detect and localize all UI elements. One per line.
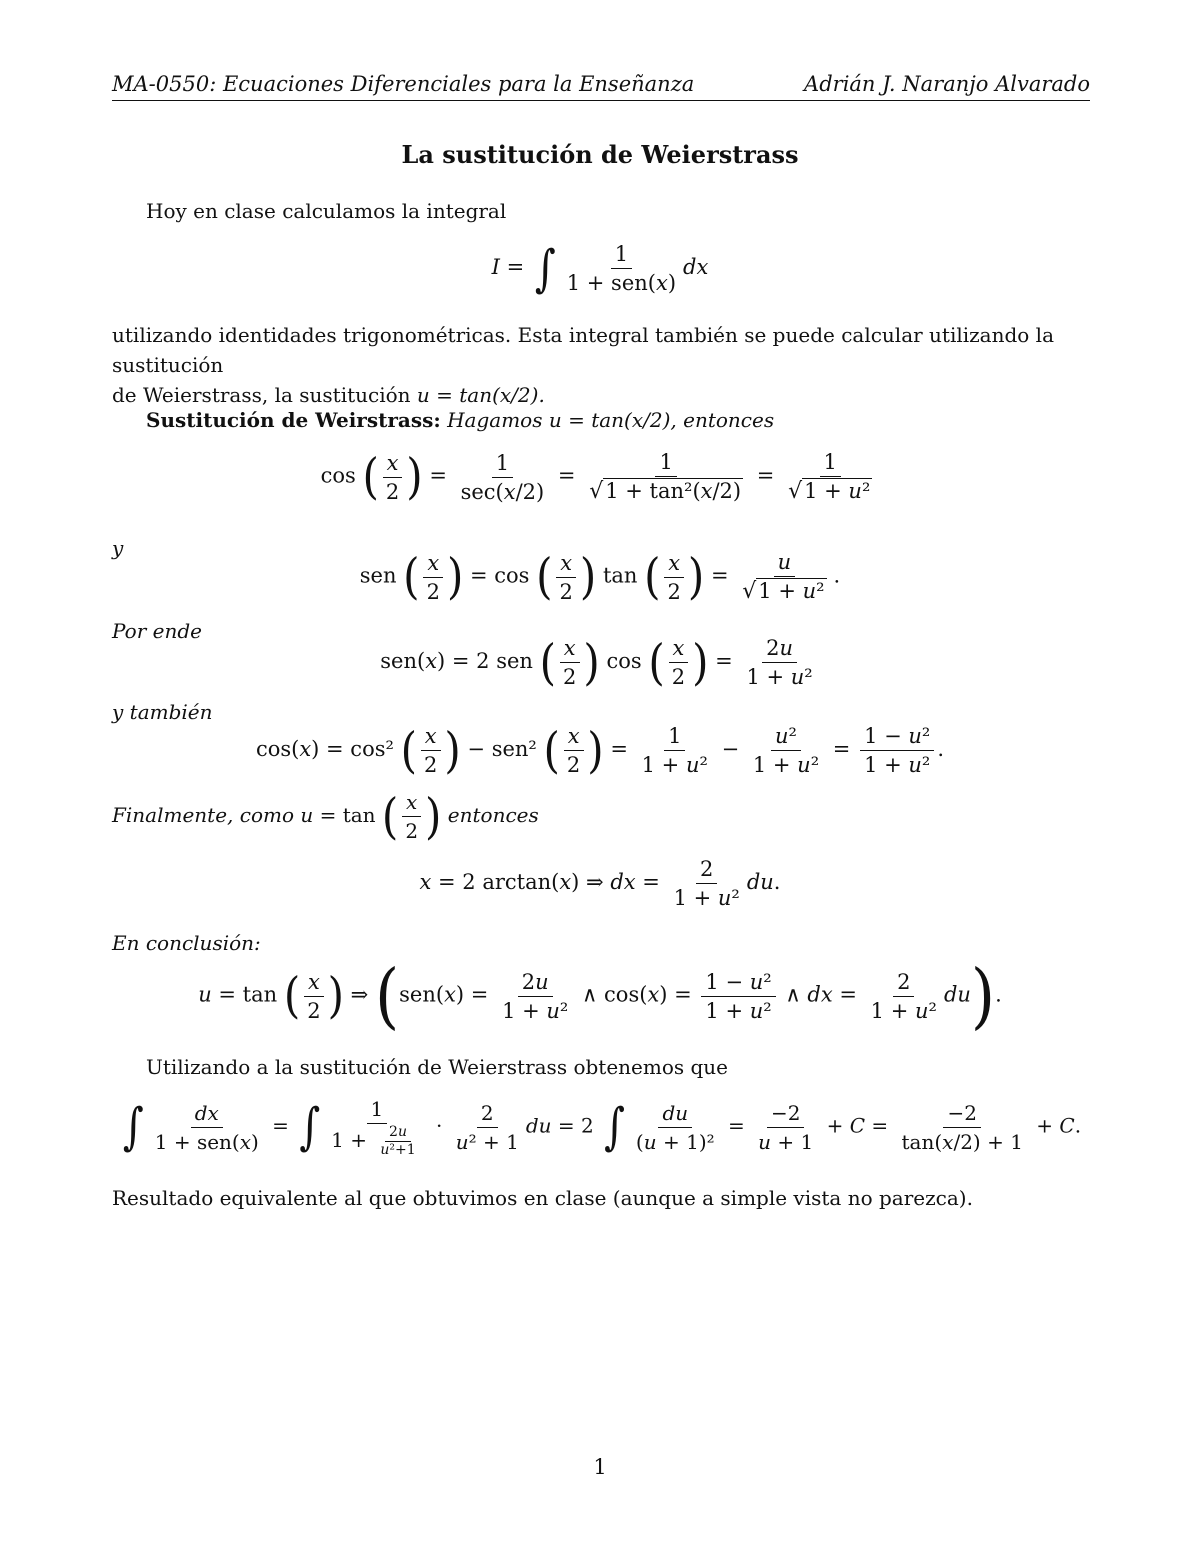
utilizando-paragraph: Utilizando a la sustitución de Weierstrass obtenemos que: [146, 1055, 729, 1079]
course-title: MA-0550: Ecuaciones Diferenciales para la Enseñanza: [112, 72, 695, 96]
equation-conclusion: u = tan ( $\frac{x}{2}$ ) ⇒ (sen(x) = $\frac{2u}{\text{1 + u²}}$ ∧ cos(x) = $\frac{\text{1 − u²}}{\text{1 + u²}}$ ∧ dx = $\frac{2}{\text{1 + u²}}$ du).: [198, 953, 1002, 1038]
equation-sen-half: sen ( $\frac{x}{2}$ ) = cos ( $\frac{x}{2}$ ) tan ( $\frac{x}{2}$ ) = $\frac{u}{\text{√1 + u²}}$ .: [359, 548, 841, 605]
intro-paragraph: Hoy en clase calculamos la integral: [146, 199, 507, 223]
por-ende: Por ende: [112, 619, 202, 643]
substitution-statement: Sustitución de Weirstrass: Hagamos u = tan(x/2), entonces: [146, 408, 775, 432]
equation-final-integral: ∫ $\frac{dx}{\text{1 + sen(x)}}$ = ∫ 1 1 + $\frac{2u}{\text{u²+1}}$ · $\frac{2}{\text{u² + 1}}$ du = 2 ∫ $\frac{du}{\text{(u + 1)²}}$ = $\frac{-2}{u + 1}$ + C = $\frac{-2}{\tan(x/2) + 1}$ + C.: [122, 1097, 1082, 1158]
equation-cos-x: cos(x) = cos² ( $\frac{x}{2}$ ) − sen² ( $\frac{x}{2}$ ) = $\frac{1}{\text{1 + u²}}$ − $\frac{\text{u²}}{\text{1 + u²}}$ = $\frac{\text{1 − u²}}{\text{1 + u²}}$ .: [255, 721, 945, 779]
author-name: Adrián J. Naranjo Alvarado: [804, 72, 1090, 96]
paragraph-1-line-1: utilizando identidades trigonométricas. Esta integral también se puede calcular utilizando la sustitución: [112, 323, 1055, 377]
paragraph-1-line-2: de Weierstrass, la sustitución u = tan(x/2).: [112, 383, 545, 407]
finalmente-line: Finalmente, como u = tan ( $\frac{x}{2}$ ) entonces: [112, 787, 539, 845]
document-title: La sustitución de Weierstrass: [401, 140, 799, 169]
equation-dx: x = 2 arctan(x) ⇒ dx = $\frac{2}{\text{1 + u²}}$ du.: [419, 857, 781, 910]
word-y: y: [112, 536, 124, 560]
page-number: 1: [593, 1455, 607, 1479]
equation-cos-half: cos ( $\frac{x}{2}$ ) = $\frac{1}{\sec(x/2)}$ = $\frac{1}{\text{√1 + tan²(x/2)}}$ = $\frac{1}{\text{√1 + u²}}$: [320, 448, 871, 505]
y-tambien: y también: [112, 700, 213, 724]
resultado-paragraph: Resultado equivalente al que obtuvimos en clase (aunque a simple vista no parezca).: [112, 1186, 973, 1210]
en-conclusion: En conclusión:: [112, 931, 261, 955]
page-header: [112, 70, 1090, 101]
equation-sen-x: sen(x) = 2 sen ( $\frac{x}{2}$ ) cos ( $\frac{x}{2}$ ) = $\frac{2u}{\text{1 + u²}}$: [380, 633, 813, 691]
equation-integral-I: I = ∫ $\frac{1}{\text{1 + sen(x)}}$ dx: [491, 239, 709, 298]
paragraph-1: [112, 320, 1090, 410]
